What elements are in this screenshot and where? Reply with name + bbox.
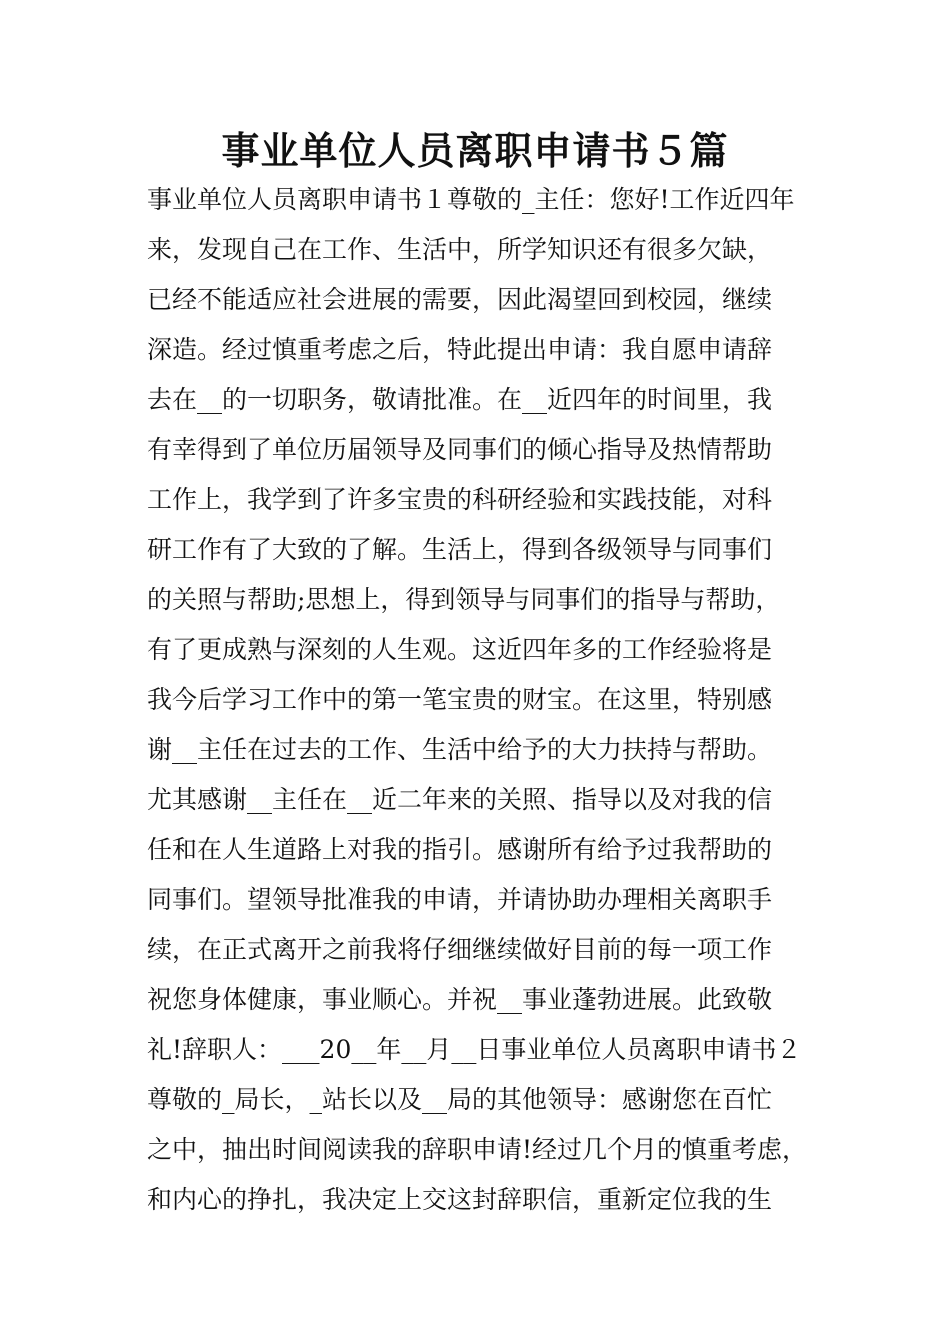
- body-line: 的关照与帮助;思想上，得到领导与同事们的指导与帮助，: [147, 585, 781, 614]
- body-line: 之中，抽出时间阅读我的辞职申请!经过几个月的慎重考虑，: [147, 1135, 808, 1164]
- body-line: 去在__的一切职务，敬请批准。在__近四年的时间里，我: [147, 385, 773, 414]
- body-line: 尤其感谢__主任在__近二年来的关照、指导以及对我的信: [147, 785, 773, 814]
- body-line: 礼!辞职人：___20__年__月__日事业单位人员离职申请书２: [147, 1035, 802, 1064]
- body-line: 尊敬的_局长，_站长以及__局的其他领导：感谢您在百忙: [147, 1085, 773, 1114]
- document-body: [147, 175, 837, 1225]
- body-line: 事业单位人员离职申请书１尊敬的_主任：您好!工作近四年: [147, 185, 795, 214]
- body-line: 工作上，我学到了许多宝贵的科研经验和实践技能，对科: [147, 485, 773, 514]
- body-line: 有幸得到了单位历届领导及同事们的倾心指导及热情帮助: [147, 435, 773, 464]
- body-line: 同事们。望领导批准我的申请，并请协助办理相关离职手: [147, 885, 773, 914]
- body-line: 已经不能适应社会进展的需要，因此渴望回到校园，继续: [147, 285, 773, 314]
- body-line: 和内心的挣扎，我决定上交这封辞职信，重新定位我的生: [147, 1185, 773, 1214]
- body-line: 来，发现自己在工作、生活中，所学知识还有很多欠缺，: [147, 235, 773, 264]
- body-line: 深造。经过慎重考虑之后，特此提出申请：我自愿申请辞: [147, 335, 773, 364]
- body-line: 续，在正式离开之前我将仔细继续做好目前的每一项工作: [147, 935, 773, 964]
- body-line: 我今后学习工作中的第一笔宝贵的财宝。在这里，特别感: [147, 685, 773, 714]
- document-title: 事业单位人员离职申请书５篇: [221, 128, 729, 173]
- body-line: 任和在人生道路上对我的指引。感谢所有给予过我帮助的: [147, 835, 773, 864]
- body-line: 有了更成熟与深刻的人生观。这近四年多的工作经验将是: [147, 635, 773, 664]
- body-line: 谢__主任在过去的工作、生活中给予的大力扶持与帮助。: [147, 735, 773, 764]
- body-line: 祝您身体健康，事业顺心。并祝__事业蓬勃进展。此致敬: [147, 985, 773, 1014]
- body-line: 研工作有了大致的了解。生活上，得到各级领导与同事们: [147, 535, 773, 564]
